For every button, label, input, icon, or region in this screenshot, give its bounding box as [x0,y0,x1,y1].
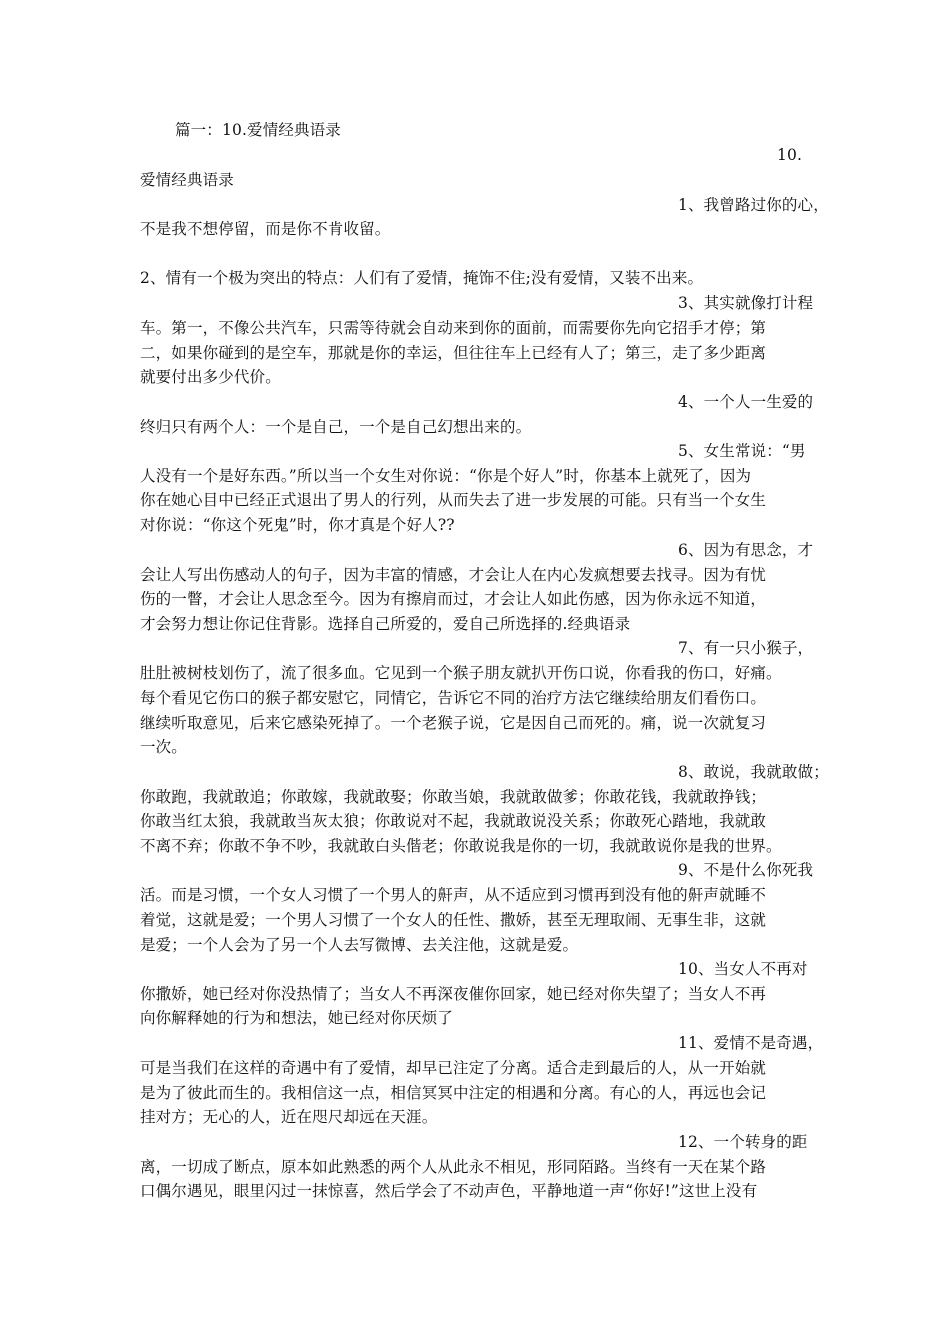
text-line: 口偶尔遇见，眼里闪过一抹惊喜，然后学会了不动声色，平静地道一声“你好!”这世上没有 [140,1182,758,1200]
text-line: 10. [777,146,803,164]
text-line: 人没有一个是好东西。”所以当一个女生对你说：“你是个好人”时，你基本上就死了，因为 [140,467,752,485]
document-title: 篇一：10.爱情经典语录 [175,121,341,139]
text-line: 5、女生常说：“男 [678,442,806,460]
text-line: 活。而是习惯，一个女人习惯了一个男人的鼾声，从不适应到习惯再到没有他的鼾声就睡不 [140,886,767,904]
text-line: 继续听取意见，后来它感染死掉了。一个老猴子说，它是因自己而死的。痛，说一次就复习 [140,714,767,732]
text-line: 10、当女人不再对 [678,960,808,978]
text-line: 挂对方；无心的人，近在咫尺却远在天涯。 [140,1108,438,1126]
text-line: 会让人写出伤感动人的句子，因为丰富的情感，才会让人在内心发疯想要去找寻。因为有忧 [140,566,767,584]
text-line: 向你解释她的行为和想法，她已经对你厌烦了 [140,1009,454,1027]
text-line: 终归只有两个人：一个是自己，一个是自己幻想出来的。 [140,418,532,436]
text-line: 二，如果你碰到的是空车，那就是你的幸运，但往往车上已经有人了；第三，走了多少距离 [140,344,767,362]
text-line: 11、爱情不是奇遇， [678,1034,824,1052]
text-line: 着觉，这就是爱；一个男人习惯了一个女人的任性、撒娇，甚至无理取闹、无事生非，这就 [140,911,767,929]
text-line: 离，一切成了断点，原本如此熟悉的两个人从此永不相见，形同陌路。当终有一天在某个路 [140,1158,767,1176]
text-line: 你在她心目中已经正式退出了男人的行列，从而失去了进一步发展的可能。只有当一个女生 [140,491,767,509]
text-line: 可是当我们在这样的奇遇中有了爱情，却早已注定了分离。适合走到最后的人，从一开始就 [140,1059,767,1077]
text-line: 12、一个转身的距 [678,1133,808,1151]
text-line: 8、敢说，我就敢做； [678,763,829,781]
text-line: 是爱；一个人会为了另一个人去写微博、去关注他，这就是爱。 [140,936,579,954]
text-line: 是为了彼此而生的。我相信这一点，相信冥冥中注定的相遇和分离。有心的人，再远也会记 [140,1084,767,1102]
text-line: 车。第一，不像公共汽车，只需等待就会自动来到你的面前，而需要你先向它招手才停；第 [140,319,767,337]
text-line: 爱情经典语录 [140,171,234,189]
text-line: 7、有一只小猴子， [678,639,814,657]
text-line: 不离不弃；你敢不争不吵，我就敢白头偕老；你敢说我是你的一切，我就敢说你是我的世界。 [140,837,782,855]
text-line: 就要付出多少代价。 [140,368,281,386]
text-line: 不是我不想停留，而是你不肯收留。 [140,220,391,238]
text-line: 9、不是什么你死我 [678,861,814,879]
text-line: 4、一个人一生爱的 [678,393,814,411]
text-line: 2、情有一个极为突出的特点：人们有了爱情，掩饰不住;没有爱情，又装不出来。 [140,269,704,287]
text-line: 才会努力想让你记住背影。选择自己所爱的，爱自己所选择的.经典语录 [140,615,631,633]
text-line: 每个看见它伤口的猴子都安慰它，同情它，告诉它不同的治疗方法它继续给朋友们看伤口。 [140,689,767,707]
text-line: 你敢当红太狼，我就敢当灰太狼；你敢说对不起，我就敢说没关系；你敢死心踏地，我就敢 [140,812,767,830]
text-line: 伤的一瞥，才会让人思念至今。因为有擦肩而过，才会让人如此伤感，因为你永远不知道， [140,590,767,608]
text-line: 你撒娇，她已经对你没热情了；当女人不再深夜催你回家，她已经对你失望了；当女人不再 [140,985,767,1003]
text-line: 肚肚被树枝划伤了，流了很多血。它见到一个猴子朋友就扒开伤口说，你看我的伤口，好痛。 [140,664,782,682]
text-line: 6、因为有思念，才 [678,541,814,559]
text-line: 对你说：“你这个死鬼”时，你才真是个好人?? [140,516,455,534]
text-line: 一次。 [140,738,187,756]
text-line: 你敢跑，我就敢追；你敢嫁，我就敢娶；你敢当娘，我就敢做爹；你敢花钱，我就敢挣钱； [140,788,767,806]
text-line: 1、我曾路过你的心， [678,196,829,214]
text-line: 3、其实就像打计程 [678,294,814,312]
